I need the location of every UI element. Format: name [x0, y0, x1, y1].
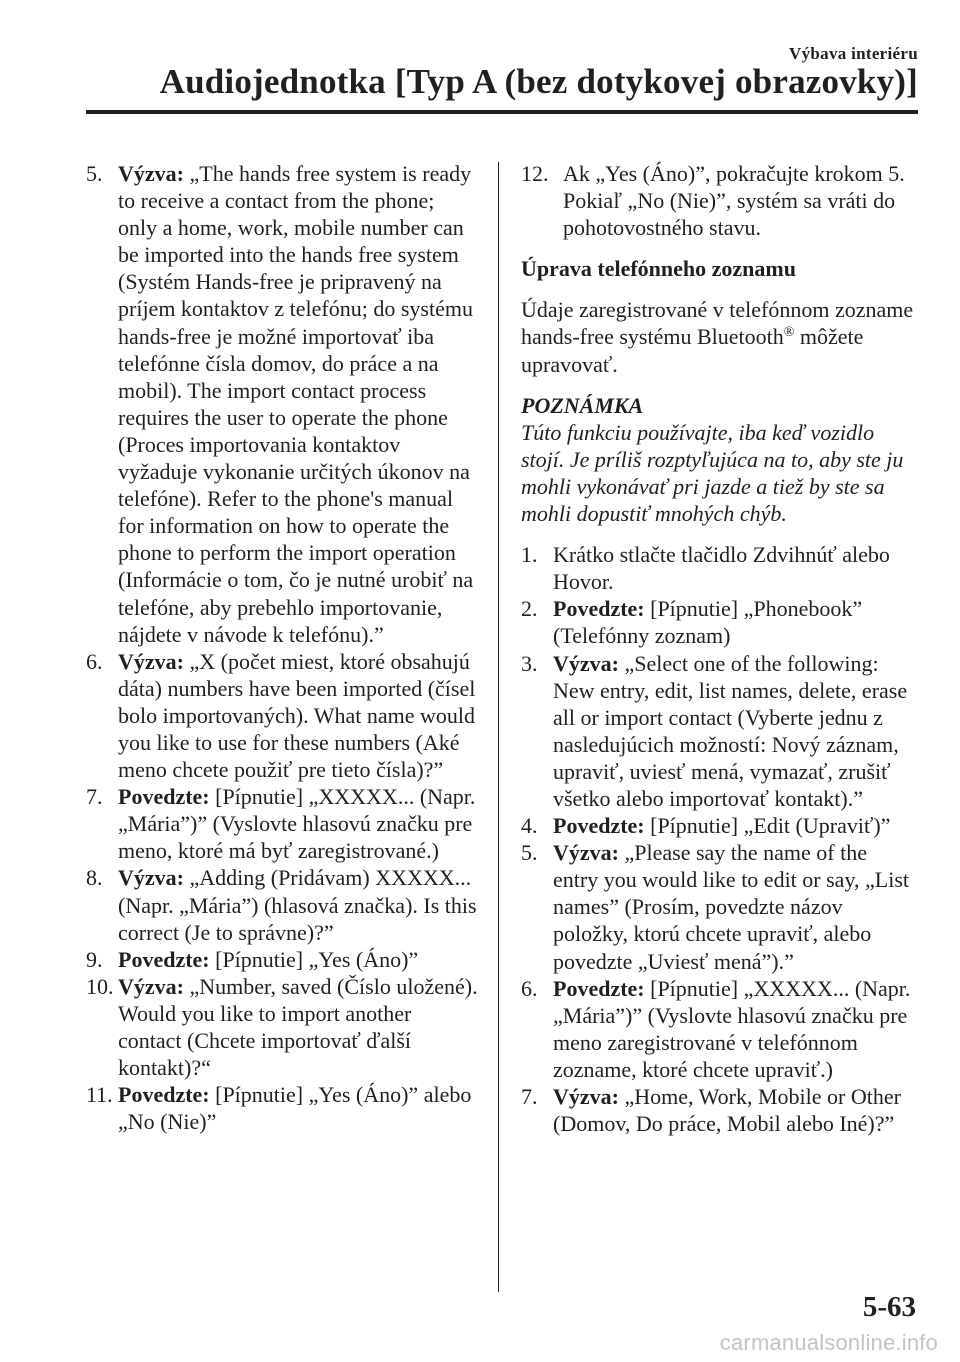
step-number: 6.: [86, 648, 103, 674]
chapter-title: Audiojednotka [Typ A (bez dotykovej obrazovky)]: [159, 62, 918, 101]
step-text: „Please say the name of the entry you would like to edit or say, „List names” (Prosím, povedzte názov položky, ktorú chcete upraviť, alebo povedzte „Uviesť mená”).”: [553, 840, 910, 974]
step-label: Povedzte:: [553, 975, 645, 1001]
section-heading: Úprava telefónneho zoznamu: [521, 256, 796, 282]
section-label: Výbava interiéru: [789, 44, 918, 63]
step-number: 4.: [521, 813, 538, 839]
registered-mark: ®: [783, 325, 795, 341]
note-title: POZNÁMKA: [521, 392, 644, 418]
watermark: carmanualsonline.info: [719, 1330, 938, 1355]
step-label: Povedzte:: [553, 596, 645, 622]
note-text: Túto funkciu používajte, iba keď vozidlo stojí. Je príliš rozptyľujúca na to, aby ste ju mohli vykonávať pri jazde a tiež by ste sa mohli dopustiť mnohých chýb.: [521, 419, 904, 527]
right-column: [521, 160, 916, 1137]
step-number: 8.: [86, 865, 103, 891]
step-item: [521, 975, 916, 1083]
step-number: 5.: [521, 840, 538, 866]
step-item: [521, 839, 916, 974]
step-text: [Pípnutie] „XXXXX... (Napr. „Mária”)” (Vyslovte hlasovú značku pre meno, ktoré má byť zaregistrované.): [118, 784, 476, 864]
step-label: Výzva:: [118, 161, 184, 186]
step-number: 7.: [521, 1084, 538, 1109]
intro-text-end: môžete upravovať.: [521, 324, 864, 377]
step-text: „X (počet miest, ktoré obsahujú dáta) numbers have been imported (čísel bolo importovaných). What name would you like to use for these numbers (Aké meno chcete použiť pre tieto čísla)?”: [118, 648, 476, 783]
step-item: [521, 1083, 916, 1137]
step-number: 9.: [86, 946, 103, 972]
step-item: [521, 541, 916, 595]
intro-text: Údaje zaregistrované v telefónnom zozname hands-free systému Bluetooth: [521, 297, 914, 350]
step-text: „The hands free system is ready to receive a contact from the phone; only a home, work, mobile number can be imported into the hands free system (Systém Hands-free je pripravený na príjem kontaktov z telefónu; do systému hands-free je možné importovať iba telefónne čísla domov, do práce a na mobil). The import contact process requires the user to operate the phone (Proces importovania kontaktov vyžaduje vykonanie určitých úkonov na telefóne). Refer to the phone's manual for information on how to operate the phone to perform the import operation (Informácie o tom, čo je nutné urobiť na telefóne, aby prebehlo importovanie, nájdete v návode k telefónu).”: [118, 161, 474, 647]
step-text: Krátko stlačte tlačidlo Zdvihnúť alebo Hovor.: [553, 542, 890, 595]
step-text: „Number, saved (Číslo uložené). Would you like to import another contact (Chcete importovať ďalší kontakt)?“: [118, 973, 478, 1081]
step-label: Výzva:: [553, 1084, 619, 1109]
step-item: [86, 946, 478, 973]
step-text: [Pípnutie] „Yes (Áno)”: [215, 946, 419, 972]
step-number: 3.: [521, 650, 538, 676]
step-text: [Pípnutie] „Yes (Áno)” alebo „No (Nie)”: [118, 1082, 472, 1135]
step-number: 12.: [521, 161, 549, 186]
step-item: [86, 864, 478, 945]
step-label: Povedzte:: [118, 784, 210, 810]
left-column: [86, 160, 478, 1135]
step-label: Povedzte:: [118, 1082, 210, 1108]
step-text: „Adding (Pridávam) XXXXX... (Napr. „Mária”) (hlasová značka). Is this correct (Je to správne)?”: [118, 865, 477, 945]
step-text: „Home, Work, Mobile or Other (Domov, Do práce, Mobil alebo Iné)?”: [553, 1084, 901, 1137]
step-label: Výzva:: [118, 648, 184, 674]
step-text: Ak „Yes (Áno)”, pokračujte krokom 5. Pokiaľ „No (Nie)”, systém sa vráti do pohotovostného stavu.: [563, 161, 905, 241]
step-number: 11.: [86, 1082, 113, 1108]
step-label: Povedzte:: [553, 813, 645, 839]
step-item: [86, 160, 478, 648]
step-number: 1.: [521, 542, 538, 568]
step-text: [Pípnutie] „Edit (Upraviť)”: [650, 813, 891, 839]
step-item: [521, 595, 916, 649]
step-label: Výzva:: [553, 840, 619, 866]
step-label: Výzva:: [118, 973, 184, 999]
step-number: 2.: [521, 596, 538, 622]
step-item: [86, 1081, 478, 1135]
step-item: [521, 160, 916, 241]
page-number: 5-63: [862, 1291, 916, 1323]
column-divider: [498, 162, 499, 1292]
step-number: 10.: [86, 973, 114, 999]
step-item: [86, 783, 478, 864]
step-item: [86, 973, 478, 1081]
step-number: 6.: [521, 975, 538, 1001]
step-label: Povedzte:: [118, 946, 210, 972]
right-step-list: [521, 541, 916, 1137]
step-number: 5.: [86, 161, 103, 186]
step-text: [Pípnutie] „Phonebook” (Telefónny zoznam): [553, 596, 863, 649]
step-item: [521, 650, 916, 813]
step-label: Výzva:: [118, 865, 184, 891]
left-step-list: [86, 160, 478, 1135]
step-label: Výzva:: [553, 650, 619, 676]
step-number: 7.: [86, 784, 103, 810]
step-text: „Select one of the following: New entry, edit, list names, delete, erase all or import contact (Vyberte jednu z nasledujúcich možností: Nový záznam, upraviť, uviesť mená, vymazať, zrušiť všetko alebo importovať kontakt).”: [553, 650, 908, 811]
step-item: [521, 812, 916, 839]
intro-paragraph: [521, 296, 916, 377]
step-text: [Pípnutie] „XXXXX... (Napr. „Mária”)” (Vyslovte hlasovú značku pre meno zaregistrované v telefónnom zozname, ktoré chcete upraviť.): [553, 975, 911, 1082]
header-rule: [86, 110, 918, 114]
step-item: [86, 648, 478, 783]
